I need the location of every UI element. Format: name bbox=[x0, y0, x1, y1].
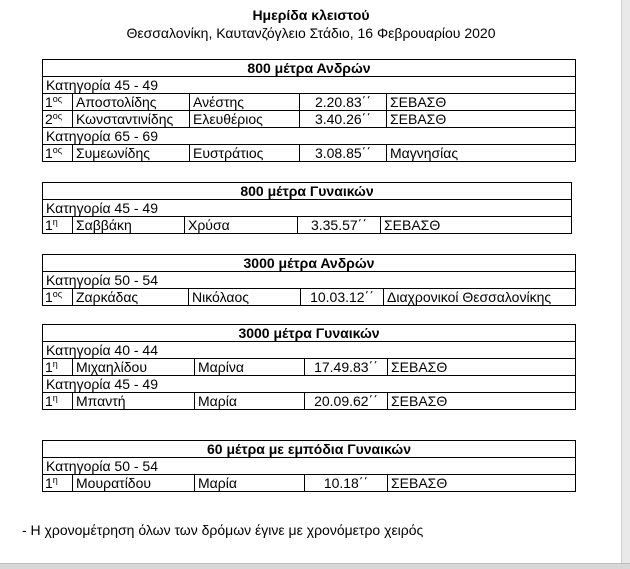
club-cell: Μαγνησίας bbox=[387, 145, 576, 162]
vertical-scrollbar[interactable] bbox=[621, 0, 630, 564]
time-cell: 3.08.85΄΄ bbox=[300, 145, 387, 162]
document-title: Ημερίδα κλειστού bbox=[252, 7, 370, 23]
first-name-cell: Ανέστης bbox=[190, 94, 300, 111]
category-label: Κατηγορία 50 - 54 bbox=[43, 458, 576, 475]
place-cell bbox=[43, 475, 73, 492]
event-table bbox=[42, 254, 576, 306]
club-cell: Διαχρονικοί Θεσσαλονίκης bbox=[384, 289, 576, 306]
event-title: 800 μέτρα Ανδρών bbox=[43, 60, 576, 77]
document-subtitle: Θεσσαλονίκη, Καυτανζόγλειο Στάδιο, 16 Φεβρουαρίου 2020 bbox=[126, 25, 496, 41]
place-number: 1 bbox=[45, 393, 53, 409]
time-cell: 10.18΄΄ bbox=[305, 475, 388, 492]
first-name-cell: Μαρία bbox=[195, 475, 305, 492]
place-cell bbox=[43, 393, 73, 410]
category-label: Κατηγορία 45 - 49 bbox=[43, 376, 576, 393]
place-number: 1 bbox=[45, 475, 53, 491]
place-cell bbox=[43, 94, 73, 111]
status-bar bbox=[0, 563, 630, 569]
event-title: 3000 μέτρα Ανδρών bbox=[43, 255, 576, 272]
timing-note: - Η χρονομέτρηση όλων των δρόμων έγινε με χρονόμετρο χειρός bbox=[22, 522, 424, 538]
surname-cell: Κωνσταντινίδης bbox=[73, 111, 190, 128]
place-suffix: ος bbox=[52, 145, 63, 155]
place-cell bbox=[43, 111, 73, 128]
category-label: Κατηγορία 45 - 49 bbox=[43, 77, 576, 94]
first-name-cell: Ευστράτιος bbox=[190, 145, 300, 162]
place-number: 1 bbox=[45, 94, 53, 110]
result-row bbox=[43, 94, 576, 111]
club-cell: ΣΕΒΑΣΘ bbox=[387, 94, 576, 111]
result-row bbox=[43, 475, 576, 492]
surname-cell: Αποστολίδης bbox=[73, 94, 190, 111]
surname-cell: Μιχαηλίδου bbox=[73, 359, 195, 376]
category-label: Κατηγορία 40 - 44 bbox=[43, 342, 576, 359]
event-table bbox=[42, 59, 576, 162]
club-cell: ΣΕΒΑΣΘ bbox=[387, 111, 576, 128]
first-name-cell: Μαρίνα bbox=[195, 359, 305, 376]
place-suffix: ος bbox=[52, 111, 63, 121]
club-cell: ΣΕΒΑΣΘ bbox=[388, 359, 576, 376]
place-number: 1 bbox=[45, 359, 53, 375]
place-cell bbox=[43, 145, 73, 162]
category-label: Κατηγορία 65 - 69 bbox=[43, 128, 576, 145]
place-suffix: ος bbox=[52, 289, 63, 299]
time-cell: 20.09.62΄΄ bbox=[305, 393, 388, 410]
result-row bbox=[43, 111, 576, 128]
surname-cell: Μουρατίδου bbox=[73, 475, 195, 492]
event-title: 60 μέτρα με εμπόδια Γυναικών bbox=[43, 441, 576, 458]
place-cell bbox=[43, 217, 73, 234]
time-cell: 2.20.83΄΄ bbox=[300, 94, 387, 111]
place-cell bbox=[43, 289, 73, 306]
time-cell: 3.40.26΄΄ bbox=[300, 111, 387, 128]
first-name-cell: Ελευθέριος bbox=[190, 111, 300, 128]
time-cell: 10.03.12΄΄ bbox=[301, 289, 384, 306]
result-row bbox=[43, 393, 576, 410]
place-suffix: η bbox=[52, 359, 58, 369]
first-name-cell: Χρύσα bbox=[185, 217, 298, 234]
event-title: 3000 μέτρα Γυναικών bbox=[43, 325, 576, 342]
event-table bbox=[42, 182, 572, 234]
category-label: Κατηγορία 45 - 49 bbox=[43, 200, 572, 217]
event-table bbox=[42, 440, 576, 492]
surname-cell: Σαββάκη bbox=[73, 217, 185, 234]
place-number: 1 bbox=[45, 145, 53, 161]
place-suffix: ος bbox=[52, 94, 63, 104]
surname-cell: Συμεωνίδης bbox=[73, 145, 190, 162]
club-cell: ΣΕΒΑΣΘ bbox=[388, 393, 576, 410]
club-cell: ΣΕΒΑΣΘ bbox=[388, 475, 576, 492]
place-suffix: η bbox=[52, 393, 58, 403]
place-suffix: η bbox=[52, 217, 58, 227]
first-name-cell: Μαρία bbox=[195, 393, 305, 410]
place-suffix: η bbox=[52, 475, 58, 485]
result-row bbox=[43, 359, 576, 376]
time-cell: 17.49.83΄΄ bbox=[305, 359, 388, 376]
first-name-cell: Νικόλαος bbox=[189, 289, 301, 306]
place-number: 2 bbox=[45, 111, 53, 127]
place-cell bbox=[43, 359, 73, 376]
place-number: 1 bbox=[45, 289, 53, 305]
result-row bbox=[43, 145, 576, 162]
time-cell: 3.35.57΄΄ bbox=[298, 217, 381, 234]
result-row bbox=[43, 217, 572, 234]
event-table bbox=[42, 324, 576, 410]
surname-cell: Ζαρκάδας bbox=[73, 289, 189, 306]
category-label: Κατηγορία 50 - 54 bbox=[43, 272, 576, 289]
event-title: 800 μέτρα Γυναικών bbox=[43, 183, 572, 200]
result-row bbox=[43, 289, 576, 306]
club-cell: ΣΕΒΑΣΘ bbox=[381, 217, 572, 234]
place-number: 1 bbox=[45, 217, 53, 233]
surname-cell: Μπαντή bbox=[73, 393, 195, 410]
